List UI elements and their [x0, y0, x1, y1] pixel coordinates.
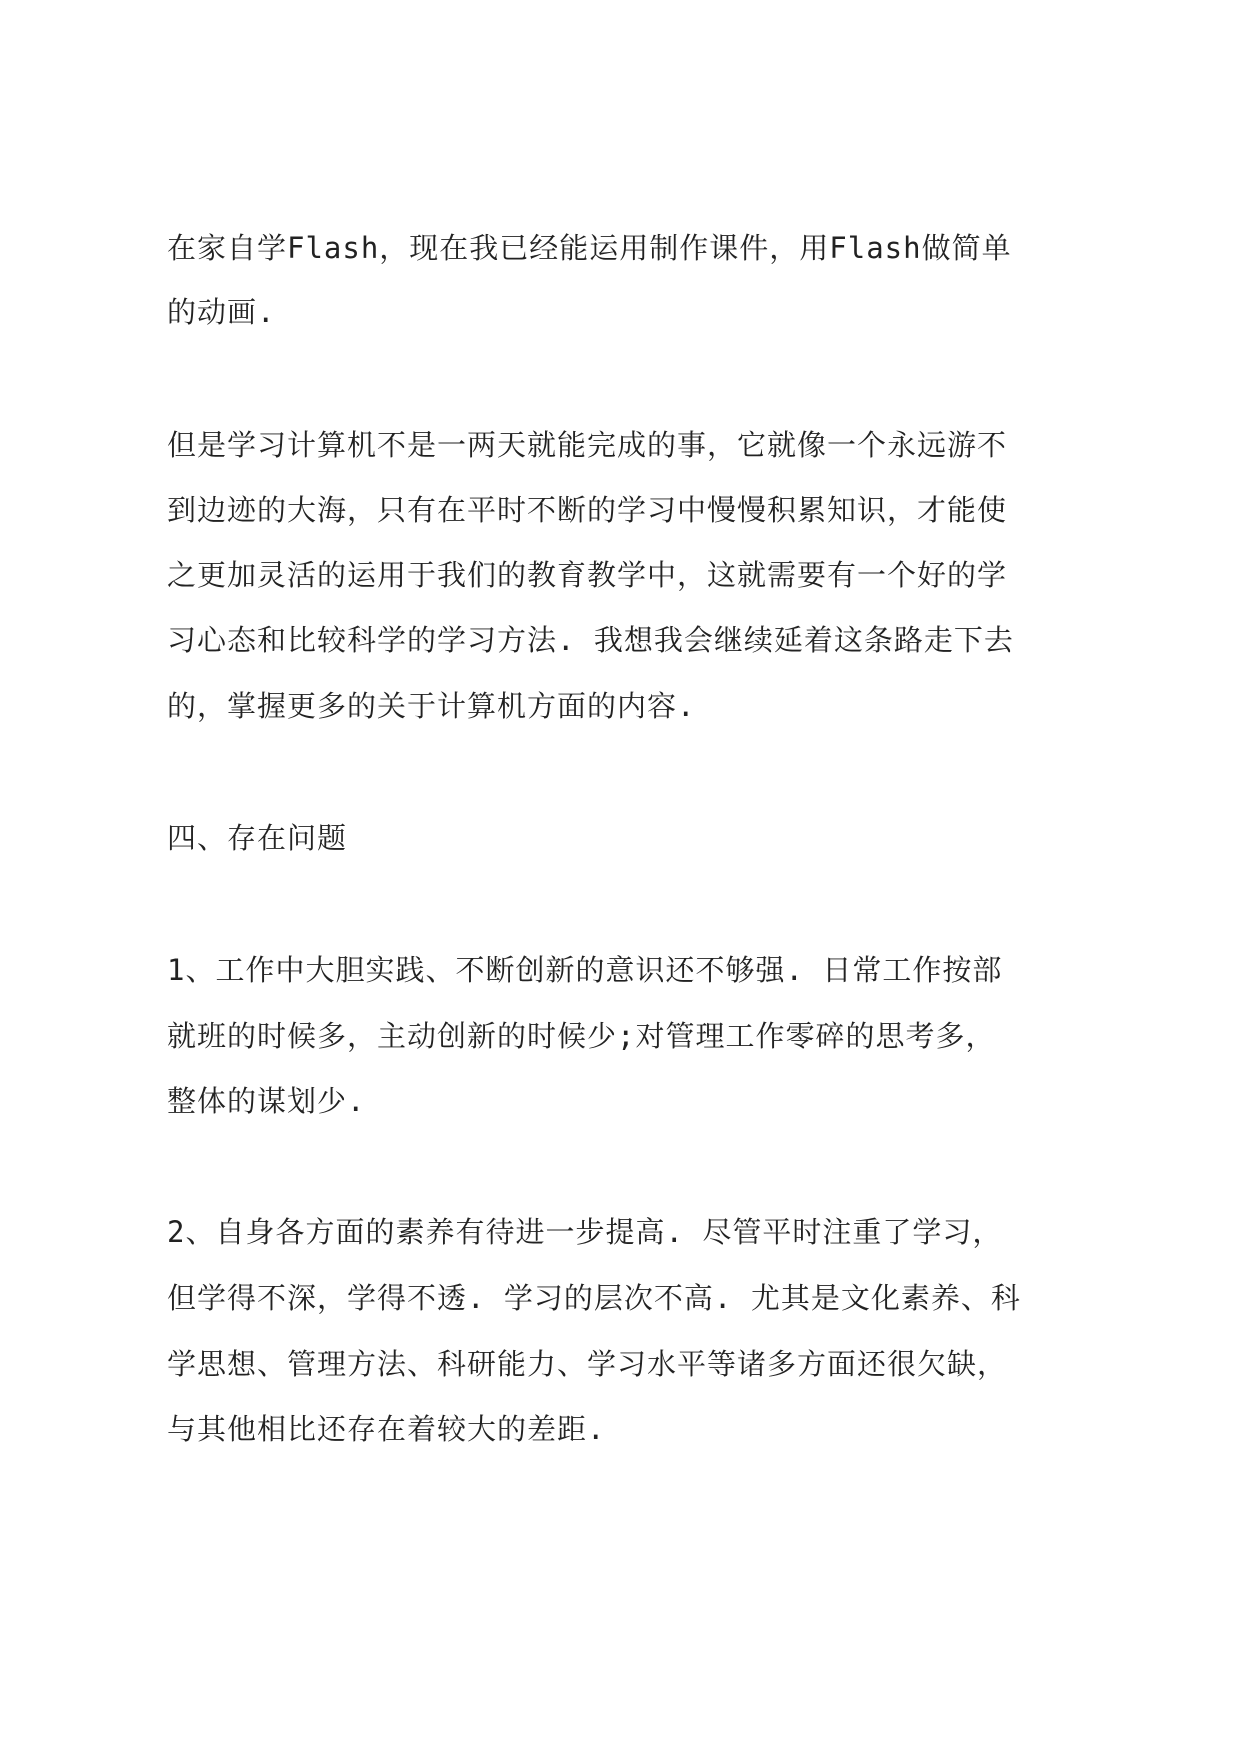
paragraph-2-line-1: 但是学习计算机不是一两天就能完成的事，它就像一个永远游不: [167, 428, 1008, 462]
section-heading: 四、存在问题: [167, 821, 348, 855]
paragraph-2-line-5: 的，掌握更多的关于计算机方面的内容.: [167, 689, 696, 723]
paragraph-4-line-3: 学思想、管理方法、科研能力、学习水平等诸多方面还很欠缺，: [167, 1347, 1008, 1381]
paragraph-3-line-2: 就班的时候多，主动创新的时候少;对管理工作零碎的思考多，: [167, 1019, 996, 1053]
paragraph-1-line-1: 在家自学Flash，现在我已经能运用制作课件，用Flash做简单: [167, 231, 1012, 265]
paragraph-3-line-3: 整体的谋划少.: [167, 1084, 366, 1118]
paragraph-4-line-4: 与其他相比还存在着较大的差距.: [167, 1412, 606, 1446]
paragraph-2-line-4: 习心态和比较科学的学习方法. 我想我会继续延着这条路走下去: [167, 623, 1014, 657]
paragraph-4-line-2: 但学得不深，学得不透. 学习的层次不高. 尤其是文化素养、科: [167, 1281, 1021, 1315]
paragraph-2-line-2: 到边迹的大海，只有在平时不断的学习中慢慢积累知识，才能使: [167, 493, 1008, 527]
paragraph-1-line-2: 的动画.: [167, 295, 276, 329]
paragraph-4-line-1: 2、自身各方面的素养有待进一步提高. 尽管平时注重了学习，: [167, 1215, 1003, 1249]
paragraph-2-line-3: 之更加灵活的运用于我们的教育教学中，这就需要有一个好的学: [167, 558, 1008, 592]
paragraph-3-line-1: 1、工作中大胆实践、不断创新的意识还不够强. 日常工作按部: [167, 953, 1003, 987]
